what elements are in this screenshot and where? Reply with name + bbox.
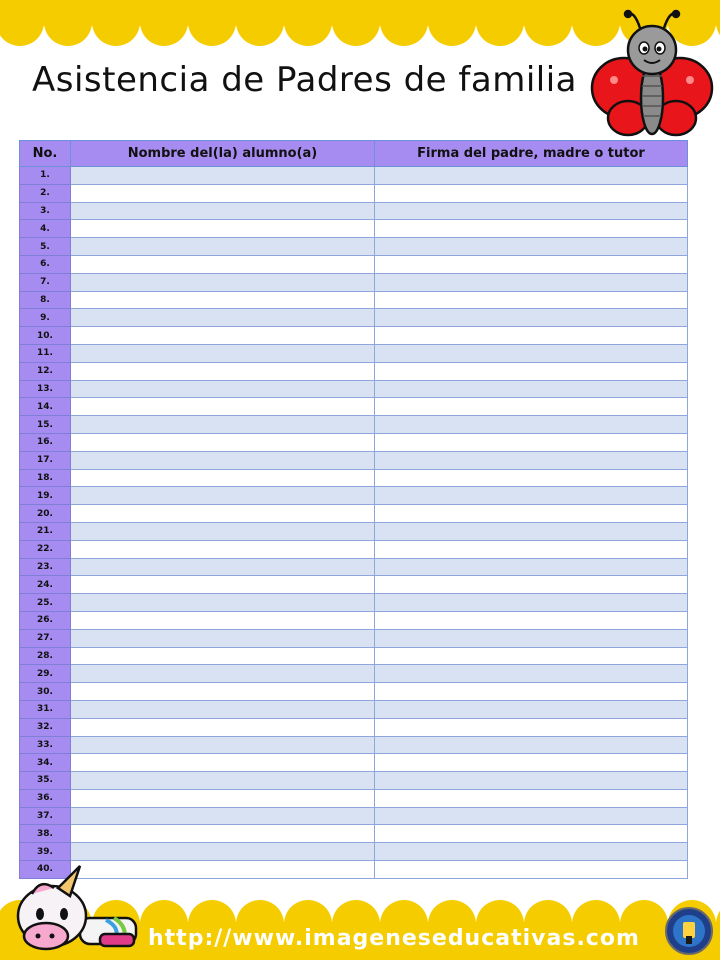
table-row — [20, 754, 688, 772]
signature-cell[interactable] — [375, 167, 688, 185]
table-row — [20, 683, 688, 701]
student-name-cell[interactable] — [71, 255, 375, 273]
student-name-cell[interactable] — [71, 647, 375, 665]
table-row — [20, 220, 688, 238]
signature-cell[interactable] — [375, 344, 688, 362]
signature-cell[interactable] — [375, 238, 688, 256]
signature-cell[interactable] — [375, 772, 688, 790]
signature-cell[interactable] — [375, 576, 688, 594]
row-number: 40. — [20, 861, 71, 879]
student-name-cell[interactable] — [71, 718, 375, 736]
row-number: 5. — [20, 238, 71, 256]
student-name-cell[interactable] — [71, 380, 375, 398]
student-name-cell[interactable] — [71, 522, 375, 540]
signature-cell[interactable] — [375, 647, 688, 665]
header-parent-signature: Firma del padre, madre o tutor — [375, 141, 688, 167]
table-row — [20, 789, 688, 807]
row-number: 14. — [20, 398, 71, 416]
signature-cell[interactable] — [375, 220, 688, 238]
row-number: 9. — [20, 309, 71, 327]
signature-cell[interactable] — [375, 594, 688, 612]
student-name-cell[interactable] — [71, 433, 375, 451]
table-row — [20, 736, 688, 754]
header-number: No. — [20, 141, 71, 167]
table-row — [20, 825, 688, 843]
table-row — [20, 487, 688, 505]
table-row — [20, 772, 688, 790]
row-number: 34. — [20, 754, 71, 772]
table-row — [20, 540, 688, 558]
table-row — [20, 202, 688, 220]
row-number: 29. — [20, 665, 71, 683]
signature-cell[interactable] — [375, 754, 688, 772]
student-name-cell[interactable] — [71, 416, 375, 434]
student-name-cell[interactable] — [71, 451, 375, 469]
student-name-cell[interactable] — [71, 167, 375, 185]
student-name-cell[interactable] — [71, 398, 375, 416]
student-name-cell[interactable] — [71, 291, 375, 309]
table-row — [20, 594, 688, 612]
student-name-cell[interactable] — [71, 700, 375, 718]
signature-cell[interactable] — [375, 665, 688, 683]
row-number: 2. — [20, 184, 71, 202]
signature-cell[interactable] — [375, 380, 688, 398]
student-name-cell[interactable] — [71, 505, 375, 523]
signature-cell[interactable] — [375, 629, 688, 647]
signature-cell[interactable] — [375, 843, 688, 861]
row-number: 26. — [20, 611, 71, 629]
table-row — [20, 576, 688, 594]
student-name-cell[interactable] — [71, 576, 375, 594]
table-row — [20, 398, 688, 416]
row-number: 37. — [20, 807, 71, 825]
row-number: 24. — [20, 576, 71, 594]
row-number: 8. — [20, 291, 71, 309]
student-name-cell[interactable] — [71, 487, 375, 505]
table-header-row — [20, 141, 688, 167]
table-row — [20, 416, 688, 434]
row-number: 35. — [20, 772, 71, 790]
table-row — [20, 629, 688, 647]
student-name-cell[interactable] — [71, 238, 375, 256]
page-title: Asistencia de Padres de familia — [32, 60, 577, 100]
row-number: 31. — [20, 700, 71, 718]
student-name-cell[interactable] — [71, 683, 375, 701]
table-row — [20, 665, 688, 683]
table-row — [20, 558, 688, 576]
signature-cell[interactable] — [375, 184, 688, 202]
student-name-cell[interactable] — [71, 789, 375, 807]
table-row — [20, 167, 688, 185]
table-row — [20, 184, 688, 202]
table-row — [20, 362, 688, 380]
student-name-cell[interactable] — [71, 825, 375, 843]
row-number: 21. — [20, 522, 71, 540]
row-number: 15. — [20, 416, 71, 434]
row-number: 30. — [20, 683, 71, 701]
student-name-cell[interactable] — [71, 202, 375, 220]
table-row — [20, 700, 688, 718]
table-row — [20, 433, 688, 451]
signature-cell[interactable] — [375, 825, 688, 843]
student-name-cell[interactable] — [71, 736, 375, 754]
table-row — [20, 255, 688, 273]
row-number: 23. — [20, 558, 71, 576]
row-number: 3. — [20, 202, 71, 220]
row-number: 25. — [20, 594, 71, 612]
signature-cell[interactable] — [375, 558, 688, 576]
row-number: 18. — [20, 469, 71, 487]
row-number: 38. — [20, 825, 71, 843]
attendance-table — [19, 140, 688, 879]
row-number: 16. — [20, 433, 71, 451]
row-number: 27. — [20, 629, 71, 647]
row-number: 17. — [20, 451, 71, 469]
signature-cell[interactable] — [375, 398, 688, 416]
student-name-cell[interactable] — [71, 772, 375, 790]
row-number: 20. — [20, 505, 71, 523]
signature-cell[interactable] — [375, 789, 688, 807]
table-row — [20, 718, 688, 736]
student-name-cell[interactable] — [71, 754, 375, 772]
signature-cell[interactable] — [375, 487, 688, 505]
row-number: 6. — [20, 255, 71, 273]
row-number: 12. — [20, 362, 71, 380]
row-number: 33. — [20, 736, 71, 754]
student-name-cell[interactable] — [71, 558, 375, 576]
site-logo-icon — [664, 906, 714, 956]
website-url: http://www.imageneseducativas.com — [148, 926, 640, 951]
table-row — [20, 291, 688, 309]
signature-cell[interactable] — [375, 273, 688, 291]
row-number: 11. — [20, 344, 71, 362]
signature-cell[interactable] — [375, 433, 688, 451]
signature-cell[interactable] — [375, 522, 688, 540]
table-row — [20, 344, 688, 362]
signature-cell[interactable] — [375, 861, 688, 879]
student-name-cell[interactable] — [71, 327, 375, 345]
header-student-name: Nombre del(la) alumno(a) — [71, 141, 375, 167]
table-row — [20, 309, 688, 327]
signature-cell[interactable] — [375, 202, 688, 220]
student-name-cell[interactable] — [71, 629, 375, 647]
row-number: 19. — [20, 487, 71, 505]
row-number: 36. — [20, 789, 71, 807]
table-row — [20, 469, 688, 487]
row-number: 1. — [20, 167, 71, 185]
table-row — [20, 238, 688, 256]
student-name-cell[interactable] — [71, 273, 375, 291]
student-name-cell[interactable] — [71, 184, 375, 202]
student-name-cell[interactable] — [71, 540, 375, 558]
signature-cell[interactable] — [375, 683, 688, 701]
row-number: 22. — [20, 540, 71, 558]
signature-cell[interactable] — [375, 807, 688, 825]
signature-cell[interactable] — [375, 362, 688, 380]
signature-cell[interactable] — [375, 718, 688, 736]
student-name-cell[interactable] — [71, 362, 375, 380]
student-name-cell[interactable] — [71, 469, 375, 487]
signature-cell[interactable] — [375, 469, 688, 487]
signature-cell[interactable] — [375, 416, 688, 434]
signature-cell[interactable] — [375, 309, 688, 327]
signature-cell[interactable] — [375, 611, 688, 629]
student-name-cell[interactable] — [71, 594, 375, 612]
row-number: 32. — [20, 718, 71, 736]
row-number: 13. — [20, 380, 71, 398]
table-row — [20, 647, 688, 665]
table-row — [20, 611, 688, 629]
table-row — [20, 327, 688, 345]
signature-cell[interactable] — [375, 291, 688, 309]
unicorn-icon — [10, 858, 140, 954]
row-number: 4. — [20, 220, 71, 238]
row-number: 39. — [20, 843, 71, 861]
row-number: 10. — [20, 327, 71, 345]
signature-cell[interactable] — [375, 505, 688, 523]
signature-cell[interactable] — [375, 255, 688, 273]
row-number: 7. — [20, 273, 71, 291]
signature-cell[interactable] — [375, 540, 688, 558]
table-row — [20, 451, 688, 469]
student-name-cell[interactable] — [71, 309, 375, 327]
student-name-cell[interactable] — [71, 611, 375, 629]
signature-cell[interactable] — [375, 736, 688, 754]
row-number: 28. — [20, 647, 71, 665]
student-name-cell[interactable] — [71, 665, 375, 683]
signature-cell[interactable] — [375, 700, 688, 718]
student-name-cell[interactable] — [71, 807, 375, 825]
table-row — [20, 522, 688, 540]
table-row — [20, 380, 688, 398]
table-row — [20, 273, 688, 291]
signature-cell[interactable] — [375, 451, 688, 469]
butterfly-icon — [588, 6, 716, 138]
table-row — [20, 807, 688, 825]
student-name-cell[interactable] — [71, 220, 375, 238]
table-row — [20, 505, 688, 523]
student-name-cell[interactable] — [71, 344, 375, 362]
signature-cell[interactable] — [375, 327, 688, 345]
